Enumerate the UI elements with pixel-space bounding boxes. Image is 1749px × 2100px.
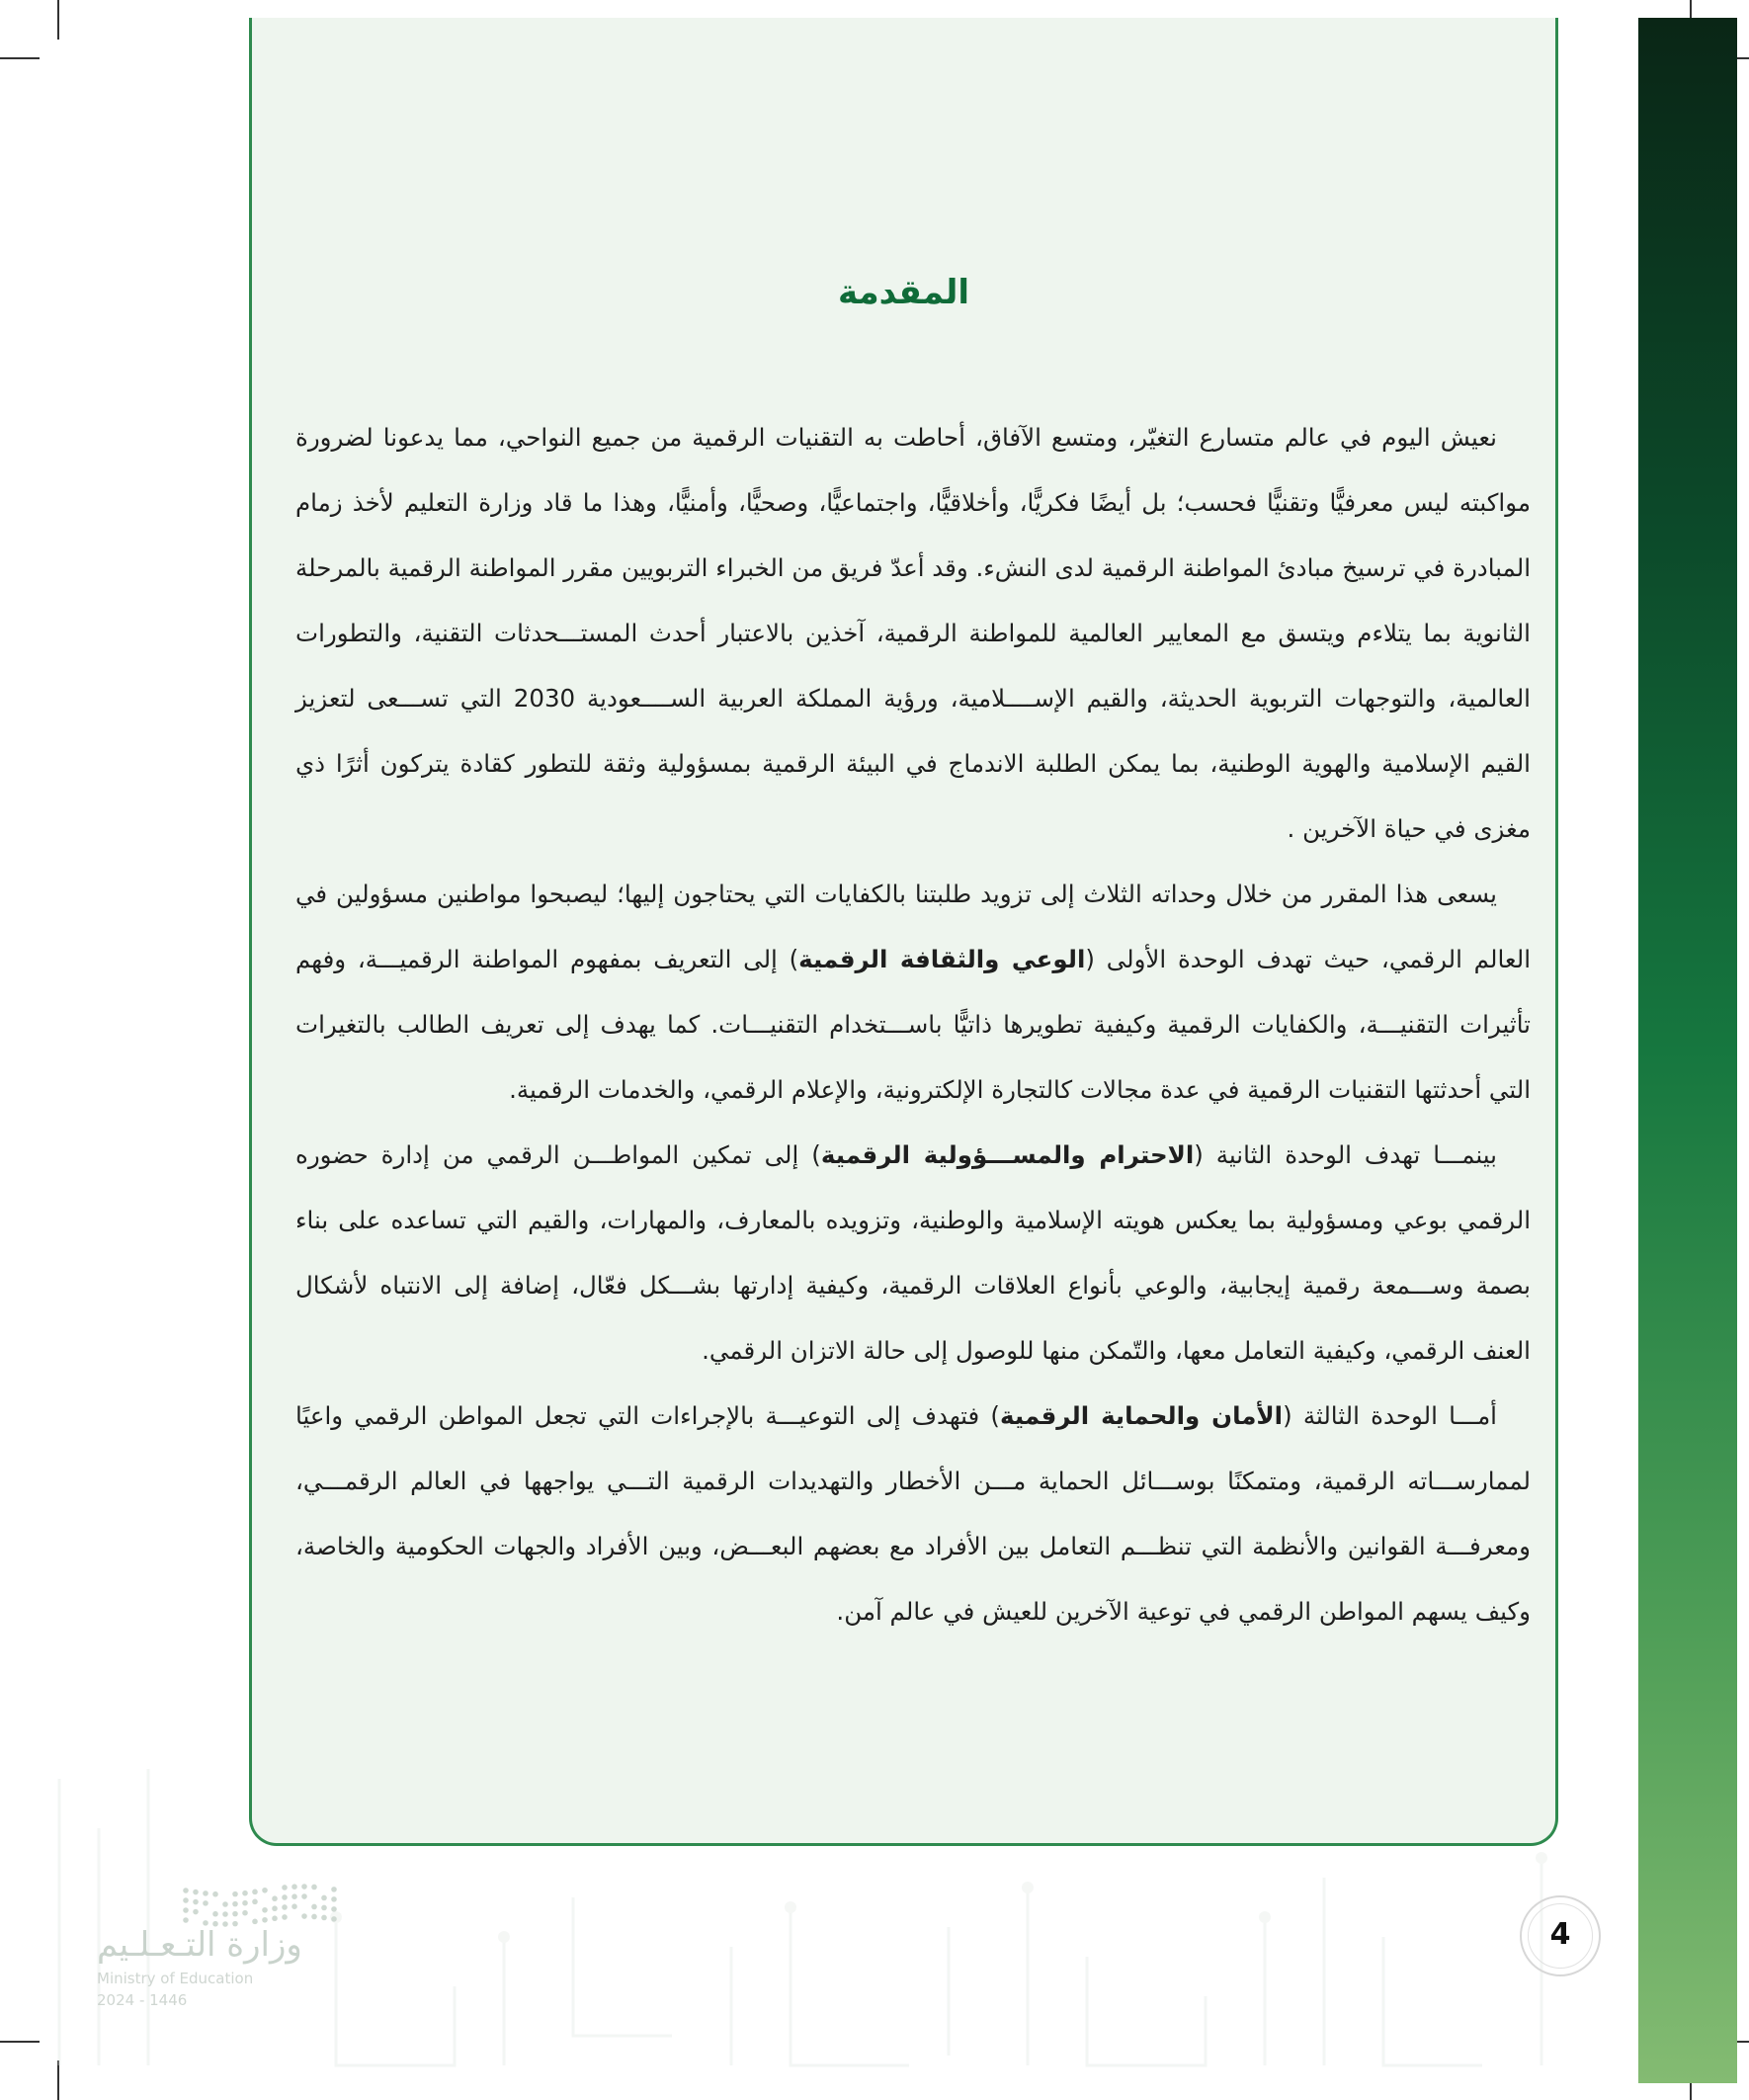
paragraph-text: نعيش اليوم في عالم متسارع التغيّر، ومتسع الآفاق، أحاطت به التقنيات الرقمية من جميع النواحي، مما يدعونا لضرورة مواكبته ليس معرفيًّا وتقنيًّا فحسب؛ بل أيضًا فكريًّا، وأخلاقيًّا، واجتماعيًّا، وصحيًّا، وأمنيًّا، وهذا ما قاد وزارة التعليم لأخذ زمام المبادرة في ترسيخ مبادئ المواطنة الرقمية لدى النشء. وقد أعدّ فريق من الخبراء التربويين مقرر المواطنة الرقمية بالمرحلة الثانوية بما يتلاءم ويتسق مع المعايير العالمية للمواطنة الرقمية، آخذين بالاعتبار أحدث المستـــحدثات التقنية، والتطورات العالمية، والتوجهات التربوية الحديثة، والقيم الإســــلامية، ورؤية المملكة العربية الســــعودية 2030 التي تســـعى لتعزيز القيم الإسلامية والهوية الوطنية، بما يمكن الطلبة الاندماج في البيئة الرقمية بمسؤولية وثقة للتطور كقادة يتركون أثرًا ذي مغزى في حياة الآخرين . [295,423,1531,843]
logo-dot [282,1904,288,1910]
content-panel [249,18,1558,1846]
logo-dot [232,1891,238,1897]
logo-dot [282,1894,288,1900]
logo-dot [292,1893,297,1899]
logo-year-text: 2024 - 1446 [97,1991,188,2009]
logo-dot [272,1905,278,1911]
paragraph-text: ) إلى تمكين المواطـــن الرقمي من إدارة حضوره الرقمي بوعي ومسؤولية بما يعكس هويته الإسلامية والوطنية، وتزويده بالمعارف، والمهارات، والقيم التي تساعده على بناء بصمة وســـمعة رقمية إيجابية، والوعي بأنواع العلاقات الرقمية، وكيفية إدارتها بشـــكل فعّال، إضافة إلى الانتباه لأشكال العنف الرقمي، وكيفية التعامل معها، والتّمكن منها للوصول إلى حالة الاتزان الرقمي. [295,1140,1531,1365]
logo-dot [203,1890,208,1896]
logo-dot [311,1914,317,1920]
logo-dot [282,1914,288,1920]
paragraph [295,1123,1531,1384]
logo-dot [203,1900,208,1906]
logo-dot [282,1885,288,1890]
logo-dot [222,1911,228,1917]
logo-dot [183,1897,189,1903]
logo-dot [193,1909,199,1915]
logo-dot [311,1904,317,1910]
logo-dot [183,1888,189,1893]
logo-dot [331,1906,337,1912]
page-number-badge-icon [1520,1895,1601,1976]
logo-arabic-text: وزارة التـعـلـيم [97,1925,302,1965]
logo-dot [212,1891,218,1897]
logo-dot [242,1900,248,1906]
logo-dot [301,1913,307,1919]
logo-english-text: Ministry of Education [97,1970,254,1987]
logo-dot [292,1903,297,1909]
logo-dot [272,1915,278,1921]
paragraph [295,862,1531,1123]
paragraph-text: ) إلى التعريف بمفهوم المواطنة الرقميـــة، وفهم تأثيرات التقنيـــة، والكفايات الرقمية وكيفية تطويرها ذاتيًّا باســـتخدام التقنيـــات. كما يهدف إلى تعريف الطالب بالتغيرات التي أحدثتها التقنيات الرقمية في عدة مجالات كالتجارة الإلكترونية، والإعلام الرقمي، والخدمات الرقمية. [295,945,1531,1104]
introduction-body [295,405,1531,1644]
side-color-band [1638,18,1737,2083]
logo-dot [183,1907,189,1913]
crop-mark [0,2041,40,2043]
paragraph-text: بينمـــا تهدف الوحدة الثانية ( [1194,1140,1498,1169]
logo-dot [212,1911,218,1917]
logo-dot [232,1911,238,1917]
unit-title-bold: الأمان والحماية الرقمية [999,1401,1284,1430]
logo-dot [331,1916,337,1922]
logo-dot [252,1899,258,1905]
logo-dot [242,1890,248,1896]
paragraph [295,405,1531,862]
paragraph-text: ) فتهدف إلى التوعيـــة بالإجراءات التي تجعل المواطن الرقمي واعيًا لممارســـاته الرقمية، ومتمكنًا بوســـائل الحماية مـــن الأخطار والتهديدات الرقمية التـــي يواجهها في العالم الرقمـــي، ومعرفـــة القوانين والأنظمة التي تنظـــم التعامل بين الأفراد مع بعضهم البعـــض، وبين الأفراد والجهات الحكومية والخاصة، وكيف يسهم المواطن الرقمي في توعية الآخرين للعيش في عالم آمن. [295,1401,1531,1626]
logo-dot [183,1917,189,1923]
logo-dot [262,1907,268,1913]
logo-dot [262,1917,268,1923]
paragraph-text: أمـــا الوحدة الثالثة ( [1283,1401,1497,1430]
logo-dot [331,1887,337,1892]
logo-dot [262,1888,268,1893]
logo-dot [222,1901,228,1907]
logo-dot [252,1890,258,1895]
logo-dot [193,1890,199,1895]
paragraph-text: يسعى هذا المقرر من خلال وحداته الثلاث إلى تزويد طلبتنا بالكفايات التي يحتاجون إليها؛ ليصبحوا مواطنين مسؤولين في العالم الرقمي، حيث تهدف الوحدة الأولى ( [295,880,1532,973]
crop-mark [57,0,59,40]
logo-dot [321,1915,327,1921]
logo-dot [193,1899,199,1905]
logo-dot [301,1884,307,1890]
logo-dot [242,1910,248,1916]
page-number: 4 [1549,1917,1571,1952]
logo-dot [301,1893,307,1899]
paragraph [295,1384,1531,1644]
page-title: المقدمة [838,273,969,312]
unit-title-bold: الوعي والثقافة الرقمية [798,945,1086,973]
logo-dot [321,1895,327,1901]
unit-title-bold: الاحترام والمســـؤولية الرقمية [820,1140,1195,1169]
logo-dot [311,1885,317,1890]
crop-mark [0,57,40,59]
logo-dot [292,1884,297,1890]
logo-dot [331,1896,337,1902]
logo-dot [252,1919,258,1925]
logo-dot [232,1901,238,1907]
logo-dot [321,1905,327,1911]
logo-dot [272,1895,278,1901]
